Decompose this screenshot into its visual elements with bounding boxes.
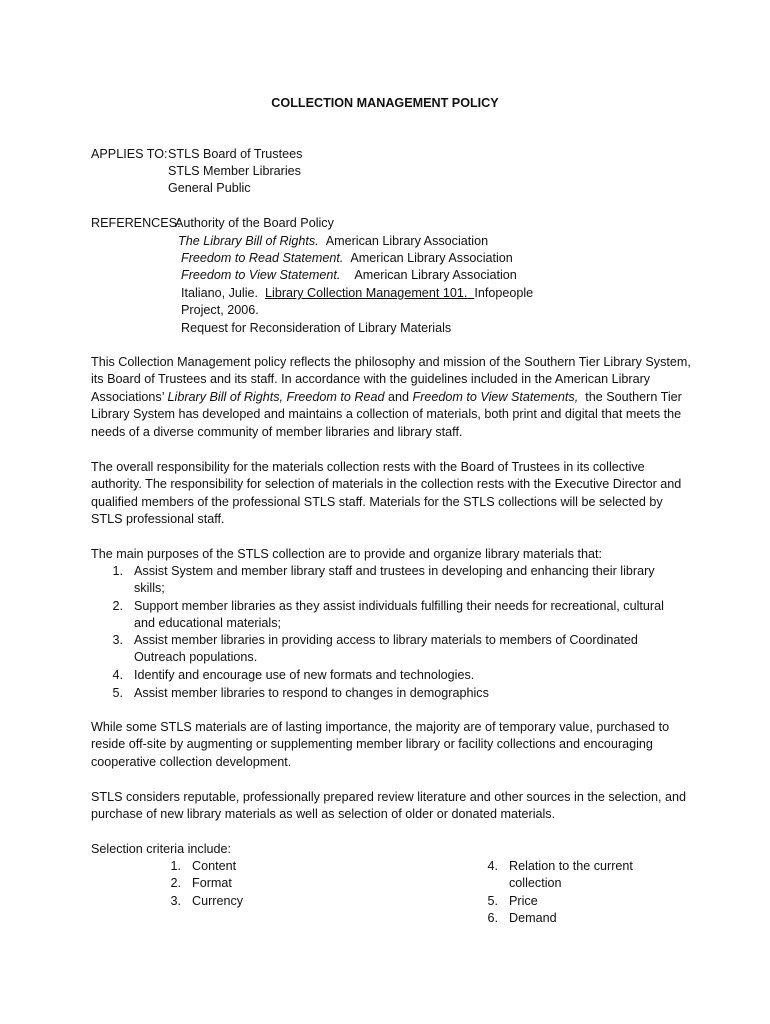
reference-item — [181, 250, 513, 267]
reference-author: Italiano, Julie. — [181, 286, 259, 300]
reference-source: Infopeople — [474, 286, 534, 300]
list-item: Support member libraries as they assist individuals fulfilling their needs for recreational, cultural and educational materials; — [134, 599, 664, 631]
list-number: 3. — [170, 894, 181, 908]
page-title: COLLECTION MANAGEMENT POLICY — [271, 96, 499, 110]
reference-title: The Library Bill of Rights. — [178, 234, 319, 248]
list-number: 4. — [112, 668, 123, 682]
reference-item: Authority of the Board Policy — [175, 216, 334, 230]
list-number: 3. — [112, 633, 123, 647]
list-item: Identify and encourage use of new formats and technologies. — [134, 668, 475, 682]
criteria-label: Selection criteria include: — [91, 842, 232, 856]
reference-title: Freedom to Read Statement. — [181, 251, 344, 265]
paragraph-lasting-importance: While some STLS materials are of lasting importance, the majority are of temporary value, purchased to reside off-site by augmenting or supplementing member library or facility collections and encouraging cooperative collection development. — [91, 720, 670, 769]
references-label: REFERENCES: — [91, 216, 181, 230]
criteria-item: Content — [192, 859, 237, 873]
reference-title: Library Collection Management 101. — [265, 286, 468, 300]
criteria-item: Currency — [192, 894, 244, 908]
paragraph-purposes-intro: The main purposes of the STLS collection are to provide and organize library materials that: — [91, 547, 603, 561]
reference-item: Project, 2006. — [181, 303, 259, 317]
reference-source: American Library Association — [354, 268, 517, 282]
list-number: 1. — [170, 859, 181, 873]
list-item: Assist member libraries to respond to changes in demographics — [134, 686, 489, 700]
list-number: 4. — [487, 859, 498, 873]
applies-to-item: General Public — [168, 181, 251, 195]
reference-item — [181, 267, 517, 284]
applies-to-label: APPLIES TO: — [91, 147, 168, 161]
paragraph-responsibility: The overall responsibility for the materials collection rests with the Board of Trustees in its collective authority. The responsibility for selection of materials in the collection rests with the Executive Director and qualified members of the professional STLS staff. Materials for the STLS collections will be selected by STLS professional staff. — [91, 460, 682, 527]
list-number: 5. — [112, 686, 123, 700]
paragraph-review-literature: STLS considers reputable, professionally prepared review literature and other sources in the selection, and purchase of new library materials as well as selection of older or donated materials. — [91, 790, 687, 822]
criteria-item: Relation to the current collection — [509, 859, 633, 891]
list-number: 6. — [487, 911, 498, 925]
list-number: 2. — [112, 599, 123, 613]
reference-item — [178, 233, 488, 250]
reference-item: Request for Reconsideration of Library Materials — [181, 321, 452, 335]
reference-item — [181, 285, 533, 302]
list-number: 5. — [487, 894, 498, 908]
list-item: Assist member libraries in providing access to library materials to members of Coordinated Outreach populations. — [134, 633, 638, 665]
reference-title: Freedom to View Statement. — [181, 268, 341, 282]
applies-to-item: STLS Board of Trustees — [168, 147, 303, 161]
applies-to-item: STLS Member Libraries — [168, 164, 301, 178]
list-number: 2. — [170, 876, 181, 890]
list-item: Assist System and member library staff and trustees in developing and enhancing their library skills; — [134, 564, 655, 596]
criteria-item: Demand — [509, 911, 557, 925]
criteria-item: Price — [509, 894, 538, 908]
list-number: 1. — [112, 564, 123, 578]
paragraph-philosophy: This Collection Management policy reflects the philosophy and mission of the Southern Tier Library System, its Board of Trustees and its staff. In accordance with the guidelines included in the American Library Associations’ Library Bill of Rights, Freedom to Read and Freedom to View Statements, the Southern Tier Library System has developed and maintains a collection of materials, both print and digital that meets the needs of a diverse community of member libraries and library staff. — [91, 355, 691, 439]
reference-source: American Library Association — [350, 251, 513, 265]
reference-source: American Library Association — [325, 234, 489, 248]
criteria-item: Format — [192, 876, 232, 890]
